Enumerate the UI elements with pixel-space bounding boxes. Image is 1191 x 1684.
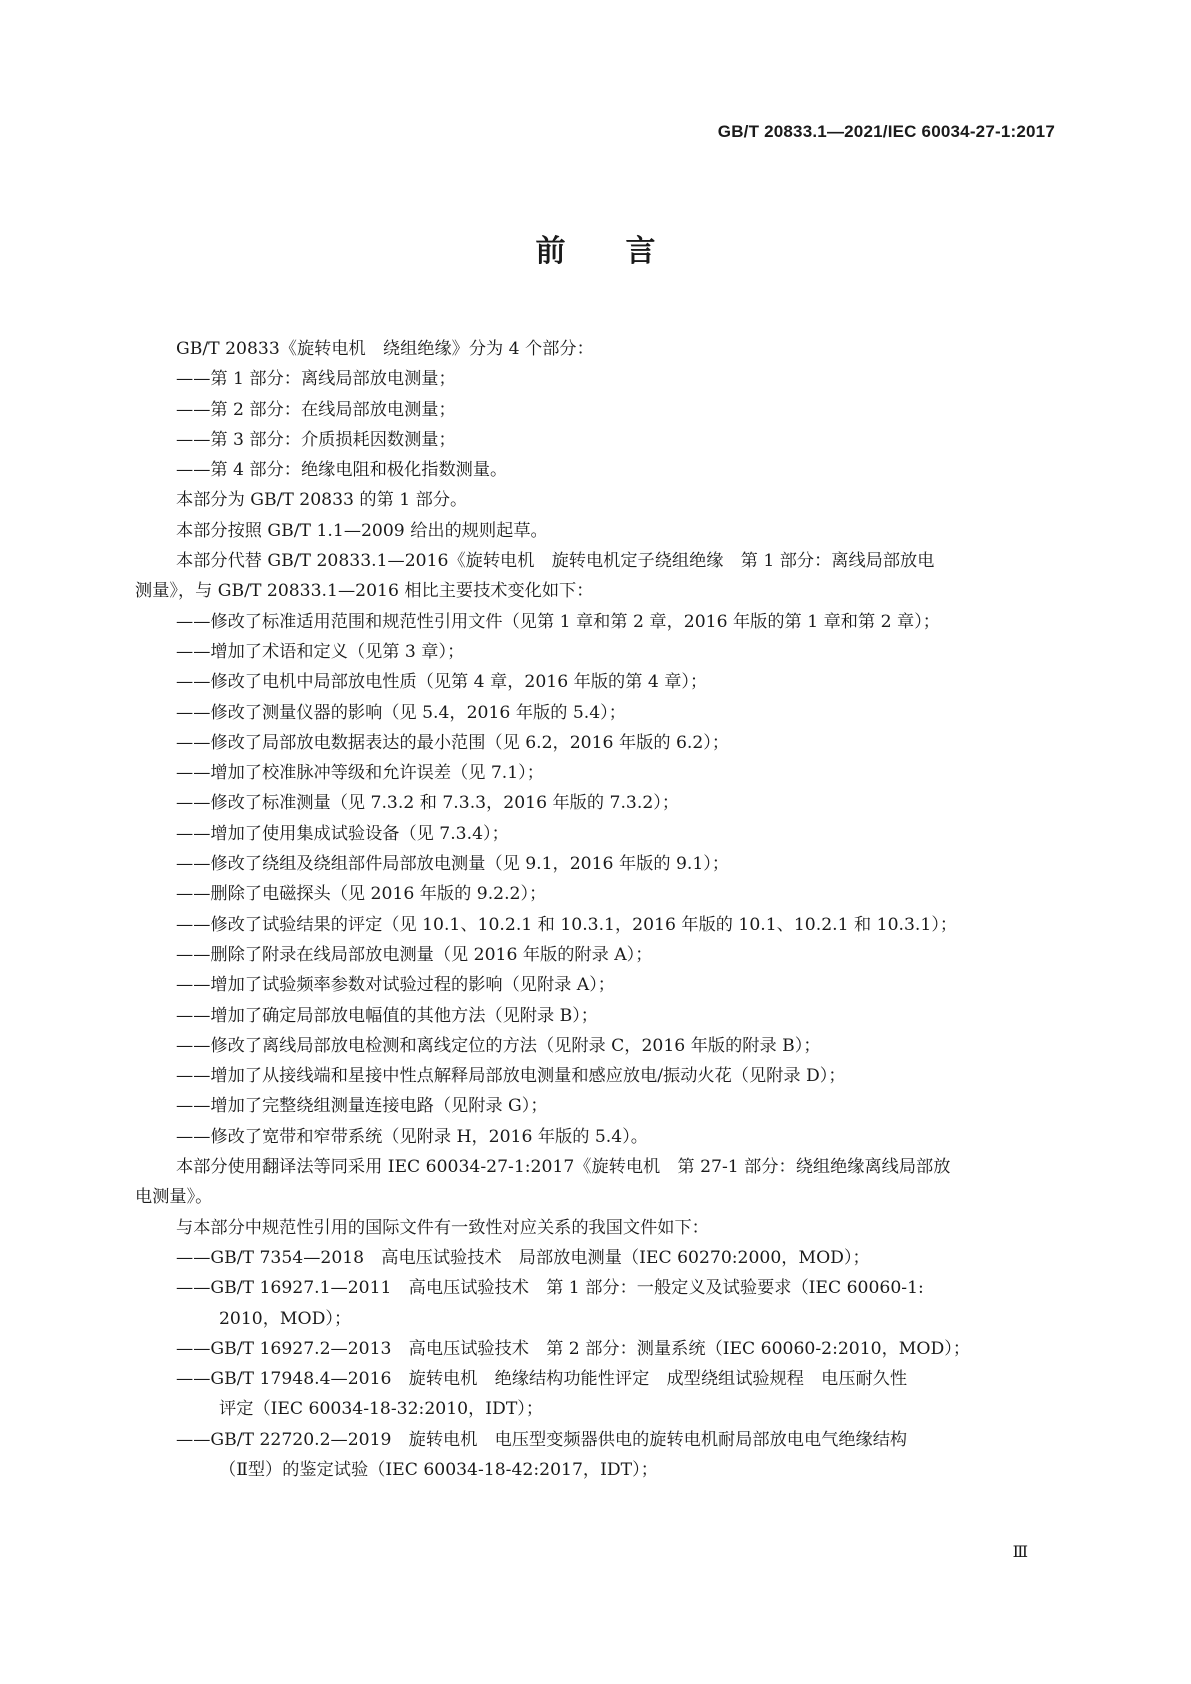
page-title: 前 言	[535, 234, 656, 269]
list-item: ——修改了宽带和窄带系统（见附录 H，2016 年版的 5.4）。	[176, 1126, 648, 1147]
list-item: ——修改了标准测量（见 7.3.2 和 7.3.3，2016 年版的 7.3.2）；	[176, 793, 680, 814]
list-item: ——修改了试验结果的评定（见 10.1、10.2.1 和 10.3.1，2016 年版的 10.1、10.2.1 和 10.3.1）；	[176, 914, 958, 935]
paragraph-line: （Ⅱ型）的鉴定试验（IEC 60034-18-42:2017，IDT）；	[219, 1459, 658, 1480]
paragraph-line: 测量》，与 GB/T 20833.1—2016 相比主要技术变化如下：	[135, 581, 594, 602]
list-item: ——GB/T 7354—2018 高电压试验技术 局部放电测量（IEC 60270:2000，MOD）；	[176, 1247, 870, 1268]
list-item: ——第 1 部分：离线局部放电测量；	[176, 369, 456, 390]
paragraph-line: 本部分使用翻译法等同采用 IEC 60034-27-1:2017《旋转电机 第 27-1 部分：绕组绝缘离线局部放	[176, 1157, 951, 1178]
paragraph-line: 电测量》。	[135, 1187, 213, 1208]
list-item: ——GB/T 16927.2—2013 高电压试验技术 第 2 部分：测量系统（IEC 60060-2:2010，MOD）；	[176, 1338, 971, 1359]
paragraph-line: 2010，MOD）；	[219, 1308, 352, 1329]
list-item: ——修改了标准适用范围和规范性引用文件（见第 1 章和第 2 章，2016 年版的第 1 章和第 2 章）；	[176, 611, 940, 632]
list-item: ——增加了校准脉冲等级和允许误差（见 7.1）；	[176, 763, 544, 784]
list-item: ——增加了从接线端和星接中性点解释局部放电测量和感应放电/振动火花（见附录 D）；	[176, 1066, 846, 1087]
list-item: ——增加了术语和定义（见第 3 章）；	[176, 641, 465, 662]
list-item: ——增加了完整绕组测量连接电路（见附录 G）；	[176, 1096, 548, 1117]
standard-number-header: GB/T 20833.1—2021/IEC 60034-27-1:2017	[717, 122, 1055, 141]
list-item: ——GB/T 22720.2—2019 旋转电机 电压型变频器供电的旋转电机耐局部放电电气绝缘结构	[176, 1429, 908, 1450]
list-item: ——增加了使用集成试验设备（见 7.3.4）；	[176, 823, 509, 844]
list-item: ——第 4 部分：绝缘电阻和极化指数测量。	[176, 460, 508, 481]
list-item: ——修改了局部放电数据表达的最小范围（见 6.2，2016 年版的 6.2）；	[176, 732, 730, 753]
list-item: ——删除了附录在线局部放电测量（见 2016 年版的附录 A）；	[176, 944, 653, 965]
paragraph-line: 与本部分中规范性引用的国际文件有一致性对应关系的我国文件如下：	[176, 1217, 709, 1238]
list-item: ——修改了离线局部放电检测和离线定位的方法（见附录 C，2016 年版的附录 B）；	[176, 1035, 821, 1056]
paragraph-line: 评定（IEC 60034-18-32:2010，IDT）；	[219, 1399, 544, 1420]
body-text	[135, 334, 1055, 1485]
paragraph-line: 本部分代替 GB/T 20833.1—2016《旋转电机 旋转电机定子绕组绝缘 第 1 部分：离线局部放电	[176, 551, 935, 572]
page-number: Ⅲ	[1012, 1542, 1028, 1561]
list-item: ——修改了绕组及绕组部件局部放电测量（见 9.1，2016 年版的 9.1）；	[176, 854, 730, 875]
list-item: ——修改了测量仪器的影响（见 5.4，2016 年版的 5.4）；	[176, 702, 626, 723]
list-item: ——第 3 部分：介质损耗因数测量；	[176, 429, 456, 450]
list-item: ——修改了电机中局部放电性质（见第 4 章，2016 年版的第 4 章）；	[176, 672, 708, 693]
paragraph-line: GB/T 20833《旋转电机 绕组绝缘》分为 4 个部分：	[176, 339, 594, 359]
list-item: ——第 2 部分：在线局部放电测量；	[176, 399, 456, 420]
paragraph-line: 本部分按照 GB/T 1.1—2009 给出的规则起草。	[176, 520, 548, 541]
list-item: ——GB/T 17948.4—2016 旋转电机 绝缘结构功能性评定 成型绕组试验规程 电压耐久性	[176, 1369, 908, 1390]
list-item: ——增加了试验频率参数对试验过程的影响（见附录 A）；	[176, 975, 615, 996]
list-item: ——增加了确定局部放电幅值的其他方法（见附录 B）；	[176, 1005, 598, 1026]
list-item: ——删除了电磁探头（见 2016 年版的 9.2.2）；	[176, 884, 547, 905]
paragraph-line: 本部分为 GB/T 20833 的第 1 部分。	[176, 490, 468, 511]
list-item: ——GB/T 16927.1—2011 高电压试验技术 第 1 部分：一般定义及试验要求（IEC 60060-1:	[176, 1278, 924, 1299]
